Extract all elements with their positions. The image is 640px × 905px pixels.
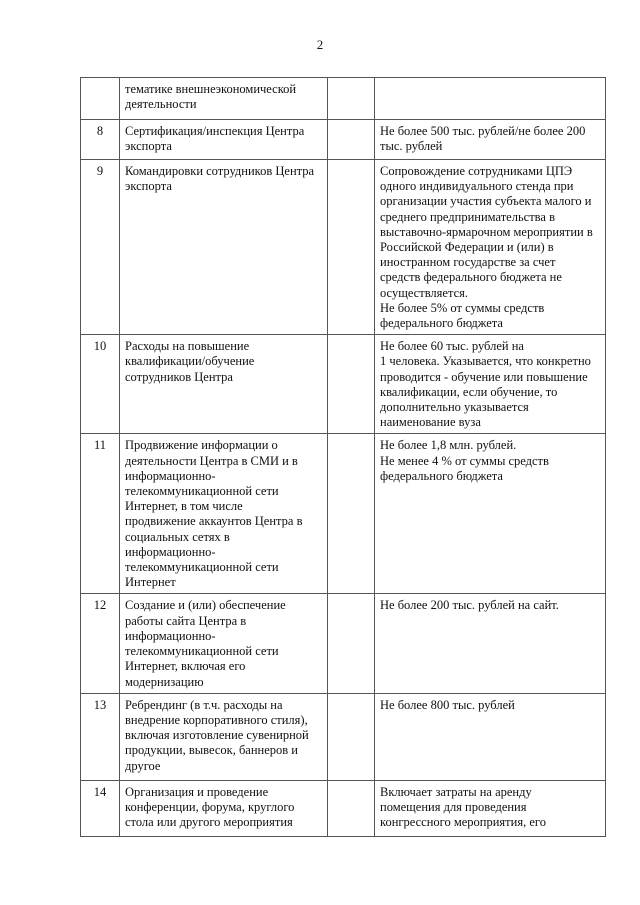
expense-item-cell (120, 78, 328, 120)
limit-note-cell (375, 120, 606, 160)
limit-note-line: иностранном государстве за счет (380, 255, 556, 270)
expense-item-line: экспорта (125, 139, 172, 154)
limit-note-line: федерального бюджета (380, 316, 503, 331)
row-number-cell (81, 78, 120, 120)
expense-item-line: деятельности Центра в СМИ и в (125, 453, 298, 468)
expense-item-line: продвижение аккаунтов Центра в (125, 514, 303, 529)
table-row (81, 78, 606, 120)
table-body (81, 78, 606, 837)
limit-note-cell (375, 780, 606, 836)
table-row (81, 120, 606, 160)
expense-item-line: работы сайта Центра в (125, 613, 247, 628)
expense-item-line: Интернет, в том числе (125, 499, 243, 514)
expense-item-line: конференции, форума, круглого (125, 799, 295, 814)
row-number-cell: 10 (81, 335, 120, 434)
expense-item-cell (120, 594, 328, 693)
expense-item-line: Продвижение информации о (125, 438, 278, 453)
limit-note-line: квалификации, если обучение, то (380, 384, 558, 399)
expense-item-line: Создание и (или) обеспечение (125, 598, 286, 613)
limit-note-line: дополнительно указывается (380, 400, 529, 415)
row-number-cell: 8 (81, 120, 120, 160)
limit-note-line: среднего предпринимательства в (380, 209, 555, 224)
row-number-cell: 9 (81, 160, 120, 335)
limit-note-line: Не более 800 тыс. рублей (380, 697, 515, 712)
expense-item-line: деятельности (125, 97, 197, 112)
limit-note-line: конгрессного мероприятия, его (380, 815, 546, 830)
empty-cell (328, 78, 375, 120)
limit-note-line: одного индивидуального стенда при (380, 179, 574, 194)
row-number-cell: 12 (81, 594, 120, 693)
limit-note-line: тыс. рублей (380, 139, 443, 154)
expense-item-line: внедрение корпоративного стиля), (125, 712, 308, 727)
empty-cell (328, 434, 375, 594)
empty-cell (328, 160, 375, 335)
expense-item-line: социальных сетях в (125, 529, 230, 544)
limit-note-line: Включает затраты на аренду (380, 784, 532, 799)
expense-item-line: Интернет, включая его (125, 659, 246, 674)
limit-note-line: выставочно-ярмарочном мероприятии в (380, 224, 593, 239)
expense-item-line: информационно- (125, 468, 216, 483)
expense-item-line: Интернет (125, 575, 176, 590)
expense-item-line: включая изготовление сувенирной (125, 728, 309, 743)
limit-note-line: Не более 60 тыс. рублей на (380, 339, 524, 354)
limit-note-cell (375, 434, 606, 594)
empty-cell (328, 120, 375, 160)
expense-item-line: продукции, вывесок, баннеров и (125, 743, 298, 758)
limit-note-line: помещения для проведения (380, 799, 527, 814)
empty-cell (328, 335, 375, 434)
expense-item-line: телекоммуникационной сети (125, 484, 279, 499)
limit-note-line: 1 человека. Указывается, что конкретно (380, 354, 591, 369)
empty-cell (328, 693, 375, 780)
expense-item-line: другое (125, 758, 161, 773)
limit-note-line: осуществляется. (380, 285, 469, 300)
limit-note-cell (375, 78, 606, 120)
limit-note-line: средств федерального бюджета не (380, 270, 562, 285)
expense-item-line: телекоммуникационной сети (125, 644, 279, 659)
page-number: 2 (316, 37, 324, 52)
expense-table (80, 77, 606, 837)
expense-item-line: телекоммуникационной сети (125, 560, 279, 575)
table-row (81, 160, 606, 335)
limit-note-line: Не более 5% от суммы средств (380, 300, 545, 315)
table-row (81, 594, 606, 693)
limit-note-line: Не более 500 тыс. рублей/не более 200 (380, 124, 586, 138)
expense-item-cell (120, 693, 328, 780)
expense-item-cell (120, 120, 328, 160)
limit-note-line: Российской Федерации и (или) в (380, 240, 554, 255)
expense-item-line: Расходы на повышение (125, 339, 250, 354)
expense-item-cell (120, 160, 328, 335)
limit-note-cell (375, 693, 606, 780)
expense-item-line: информационно- (125, 544, 216, 559)
limit-note-line: федерального бюджета (380, 468, 503, 483)
expense-item-line: стола или другого мероприятия (125, 815, 293, 830)
empty-cell (328, 594, 375, 693)
expense-item-line: Командировки сотрудников Центра (125, 164, 315, 178)
limit-note-cell (375, 335, 606, 434)
limit-note-line: наименование вуза (380, 415, 481, 430)
expense-item-line: экспорта (125, 179, 172, 194)
expense-item-line: модернизацию (125, 674, 204, 689)
expense-item-line: информационно- (125, 628, 216, 643)
table-row (81, 780, 606, 836)
expense-item-cell (120, 434, 328, 594)
expense-item-line: Организация и проведение (125, 784, 269, 799)
table-row (81, 693, 606, 780)
expense-item-line: сотрудников Центра (125, 369, 233, 384)
limit-note-line: Не более 200 тыс. рублей на сайт. (380, 598, 559, 613)
row-number-cell: 13 (81, 693, 120, 780)
expense-item-cell (120, 780, 328, 836)
expense-item-line: квалификации/обучение (125, 354, 255, 369)
expense-item-cell (120, 335, 328, 434)
limit-note-line: Не менее 4 % от суммы средств (380, 453, 549, 468)
table-row (81, 434, 606, 594)
expense-item-line: тематике внешнеэкономической (125, 82, 297, 96)
expense-item-line: Ребрендинг (в т.ч. расходы на (125, 697, 283, 712)
table-row (81, 335, 606, 434)
limit-note-line: Сопровождение сотрудниками ЦПЭ (380, 164, 573, 178)
row-number-cell: 14 (81, 780, 120, 836)
limit-note-cell (375, 594, 606, 693)
limit-note-cell (375, 160, 606, 335)
limit-note-line: проводится - обучение или повышение (380, 369, 588, 384)
limit-note-line: организации участия субъекта малого и (380, 194, 592, 209)
expense-item-line: Сертификация/инспекция Центра (125, 124, 305, 138)
row-number-cell: 11 (81, 434, 120, 594)
limit-note-line: Не более 1,8 млн. рублей. (380, 438, 517, 453)
empty-cell (328, 780, 375, 836)
